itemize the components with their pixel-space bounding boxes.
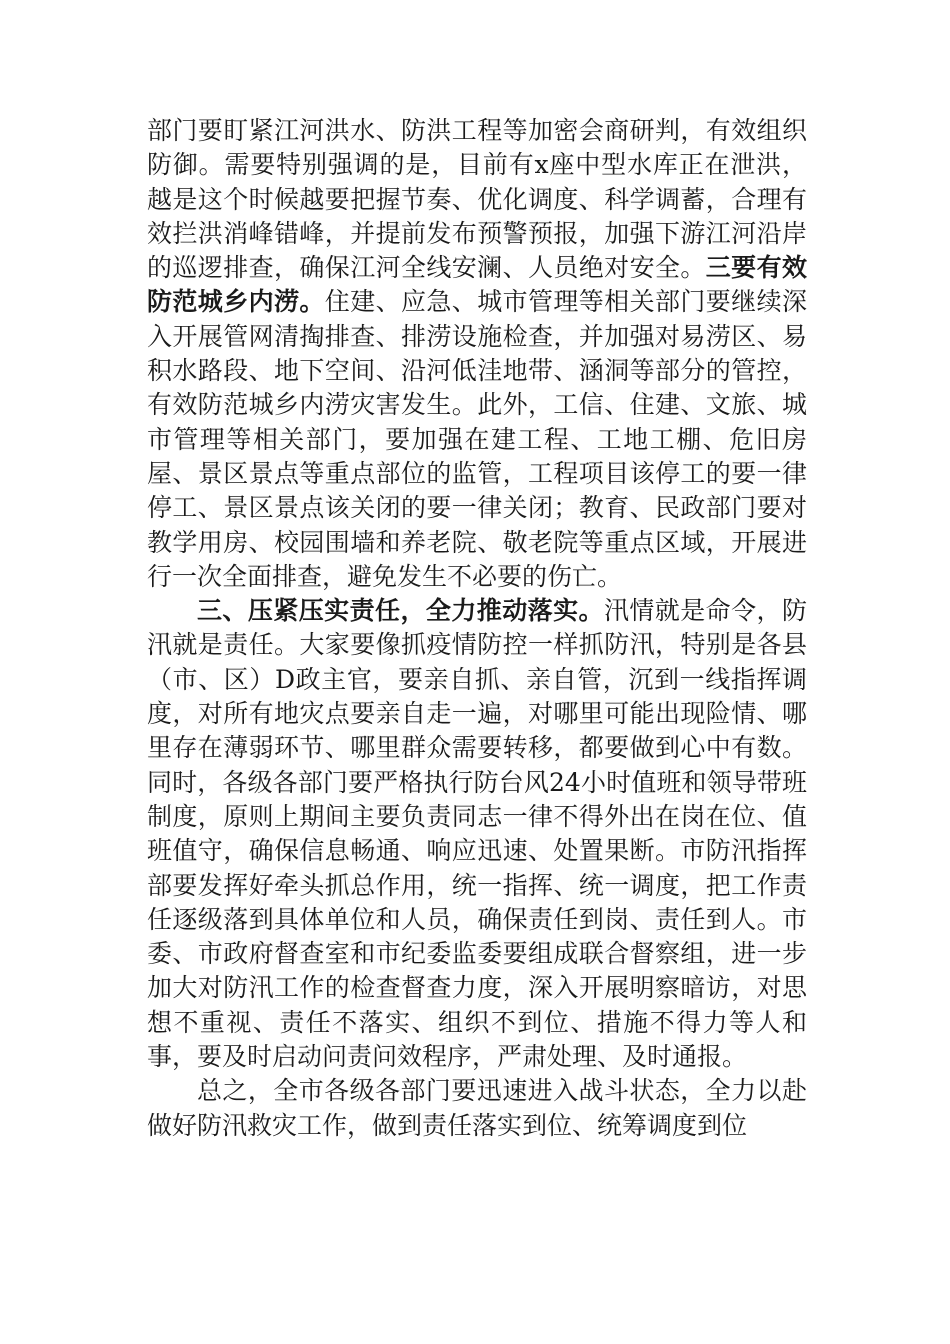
paragraph-text: 汛情就是命令，防汛就是责任。大家要像抓疫情防控一样抓防汛，特别是各县（市、区）D政主官，要亲自抓、亲自管，沉到一线指挥调度，对所有地灾点要亲自走一遍，对哪里可能出现险情、哪里存在薄弱环节、哪里群众需要转移，都要做到心中有数。同时，各级各部门要严格执行防台风24小时值班和领导带班制度，原则上期间主要负责同志一律不得外出在岗在位、值班值守，确保信息畅通、响应迅速、处置果断。市防汛指挥部要发挥好牵头抓总作用，统一指挥、统一调度，把工作责任逐级落到具体单位和人员，确保责任到岗、责任到人。市委、市政府督查室和市纪委监委要组成联合督察组，进一步加大对防汛工作的检查督查力度，深入开展明察暗访，对思想不重视、责任不落实、组织不到位、措施不得力等人和事，要及时启动问责问效程序，严肃处理、及时通报。 (147, 596, 807, 1072)
paragraph-text: 总之，全市各级各部门要迅速进入战斗状态，全力以赴做好防汛救灾工作，做到责任落实到位、统筹调度到位 (147, 1076, 807, 1140)
bold-heading-responsibility: 三、压紧压实责任，全力推动落实。 (197, 596, 604, 626)
document-body (147, 114, 807, 1143)
paragraph-summary (147, 1074, 807, 1143)
paragraph-flood-defense (147, 114, 807, 594)
paragraph-text: 部门要盯紧江河洪水、防洪工程等加密会商研判，有效组织防御。需要特别强调的是，目前有x座中型水库正在泄洪，越是这个时候越要把握节奏、优化调度、科学调蓄，合理有效拦洪消峰错峰，并提前发布预警预报，加强下游江河沿岸的巡逻排查，确保江河全线安澜、人员绝对安全。 (147, 116, 807, 283)
paragraph-text: 住建、应急、城市管理等相关部门要继续深入开展管网清掏排查、排涝设施检查，并加强对易涝区、易积水路段、地下空间、沿河低洼地带、涵洞等部分的管控，有效防范城乡内涝灾害发生。此外，工信、住建、文旅、城市管理等相关部门，要加强在建工程、工地工棚、危旧房屋、景区景点等重点部位的监管，工程项目该停工的要一律停工、景区景点该关闭的要一律关闭；教育、民政部门要对教学用房、校园围墙和养老院、敬老院等重点区域，开展进行一次全面排查，避免发生不必要的伤亡。 (147, 287, 807, 591)
paragraph-responsibility (147, 594, 807, 1074)
bold-heading-urban-waterlogging: 三要有效防范城乡内涝。 (147, 253, 807, 317)
